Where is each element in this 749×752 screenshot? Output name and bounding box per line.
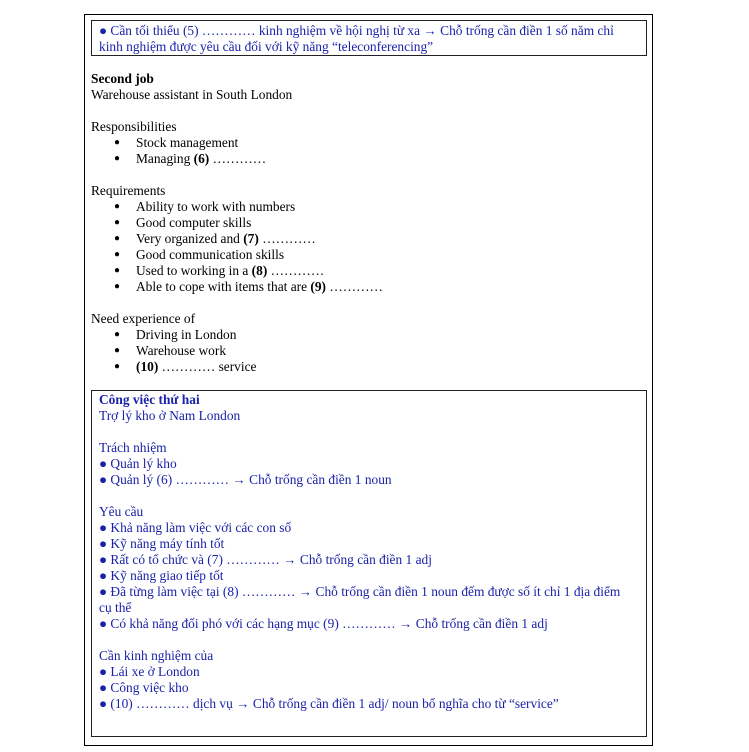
requirements-list [91, 199, 383, 295]
list-item: ● Driving in London [91, 327, 383, 343]
responsibilities-heading: Responsibilities [91, 119, 177, 134]
responsibilities-list [91, 135, 383, 167]
translation-line: cụ thể [99, 600, 132, 615]
list-item: ● Used to working in a (8) ………… [91, 263, 383, 279]
translation-line: ● Kỹ năng máy tính tốt [99, 536, 225, 551]
list-item: ● Good computer skills [91, 215, 383, 231]
translation-line: ● Có khả năng đối phó với các hạng mục (9) ………… → Chỗ trống cần điền 1 adj [99, 616, 548, 631]
translation-req-heading: Yêu cầu [99, 504, 144, 519]
translation-line: ● Lái xe ở London [99, 664, 200, 679]
vietnamese-translation-box [91, 390, 647, 737]
document-page [84, 14, 653, 746]
translation-exp-heading: Cần kinh nghiệm của [99, 648, 214, 663]
list-item: ● (10) ………… service [91, 359, 383, 375]
translation-heading: Công việc thứ hai [99, 392, 200, 407]
translation-line: ● Kỹ năng giao tiếp tốt [99, 568, 224, 583]
experience-heading: Need experience of [91, 311, 196, 326]
second-job-section [91, 71, 383, 375]
translation-line: ● Công việc kho [99, 680, 189, 695]
translation-line: ● Quản lý (6) ………… → Chỗ trống cần điền 1 noun [99, 472, 392, 487]
vietnamese-note-box-q5 [91, 20, 647, 56]
list-item: ● Warehouse work [91, 343, 383, 359]
list-item: ● Able to cope with items that are (9) ………… [91, 279, 383, 295]
list-item: ● Very organized and (7) ………… [91, 231, 383, 247]
translation-title: Trợ lý kho ở Nam London [99, 408, 241, 423]
translation-line: ● (10) ………… dịch vụ → Chỗ trống cần điền 1 adj/ noun bổ nghĩa cho từ “service” [99, 696, 559, 711]
experience-list [91, 327, 383, 375]
requirements-heading: Requirements [91, 183, 166, 198]
translation-line: ● Khả năng làm việc với các con số [99, 520, 292, 535]
list-item: ● Managing (6) ………… [91, 151, 383, 167]
translation-line: ● Quản lý kho [99, 456, 177, 471]
list-item: ● Ability to work with numbers [91, 199, 383, 215]
job-title: Warehouse assistant in South London [91, 87, 293, 102]
note-line: ● Cần tối thiểu (5) ………… kinh nghiệm về hội nghị từ xa → Chỗ trống cần điền 1 số năm chỉ [99, 23, 614, 38]
section-heading: Second job [91, 71, 154, 86]
note-line: kinh nghiệm được yêu cầu đối với kỹ năng “teleconferencing” [99, 39, 434, 54]
list-item: ● Good communication skills [91, 247, 383, 263]
list-item: ● Stock management [91, 135, 383, 151]
translation-resp-heading: Trách nhiệm [99, 440, 167, 455]
translation-line: ● Rất có tổ chức và (7) ………… → Chỗ trống cần điền 1 adj [99, 552, 432, 567]
translation-line: ● Đã từng làm việc tại (8) ………… → Chỗ trống cần điền 1 noun đếm được số ít chỉ 1 địa điểm [99, 584, 621, 599]
